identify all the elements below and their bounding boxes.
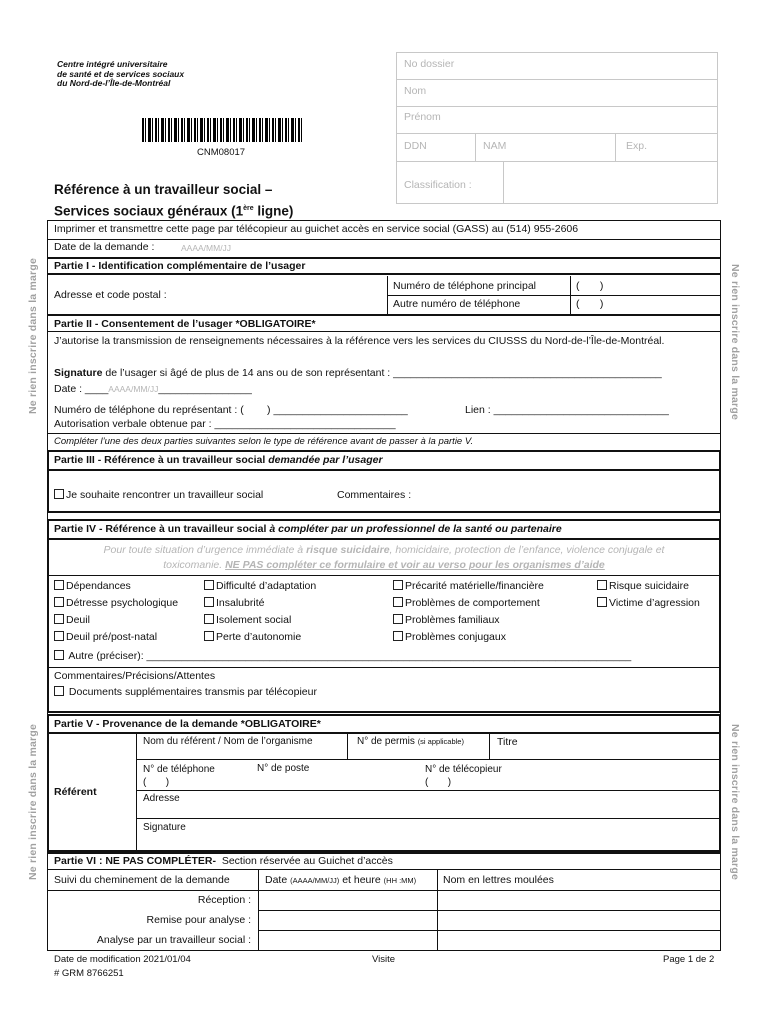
part3-title: Partie III - Référence à un travailleur social demandée par l’usager — [54, 454, 383, 466]
other-reason-field[interactable]: Autre (préciser): ___________________________________________________________________________________ — [54, 650, 631, 662]
patient-id-box — [396, 52, 718, 204]
reason-column-3 — [393, 578, 544, 646]
margin-note-left-top: Ne rien inscrire dans la marge — [27, 258, 39, 414]
reason-column-1 — [54, 578, 178, 646]
checkbox-deuil-natal[interactable]: Deuil pré/post-natal — [54, 629, 178, 646]
consent-date-line[interactable]: Date : ____AAAA/MM/JJ________________ — [54, 383, 252, 395]
part3-comments-label: Commentaires : — [337, 489, 412, 501]
barcode-text: CNM08017 — [197, 147, 246, 158]
checkbox-precarite[interactable]: Précarité matérielle/financière — [393, 578, 544, 595]
margin-note-left-bottom: Ne rien inscrire dans la marge — [27, 724, 39, 880]
representative-phone[interactable]: Numéro de téléphone du représentant : ( ) _______________________ — [54, 404, 408, 416]
main-phone-label: Numéro de téléphone principal — [393, 280, 537, 292]
margin-note-right-bottom: Ne rien inscrire dans la marge — [729, 724, 741, 880]
nom-field[interactable]: Nom — [404, 85, 427, 97]
request-date-field[interactable]: AAAA/MM/JJ — [181, 243, 232, 253]
logo-line: du Nord-de-l’Île-de-Montréal — [57, 78, 171, 88]
name-header: Nom en lettres moulées — [443, 874, 554, 886]
checkbox-deuil[interactable]: Deuil — [54, 612, 178, 629]
page-number: Page 1 de 2 — [663, 954, 715, 965]
relationship-field[interactable]: Lien : ______________________________ — [465, 404, 669, 416]
exp-field[interactable]: Exp. — [626, 140, 648, 152]
reception-label: Réception : — [197, 894, 251, 906]
checkbox-autonomie[interactable]: Perte d’autonomie — [204, 629, 316, 646]
checkbox-familiaux[interactable]: Problèmes familiaux — [393, 612, 544, 629]
checkbox-adaptation[interactable]: Difficulté d’adaptation — [204, 578, 316, 595]
complete-note: Compléter l’une des deux parties suivantes selon le type de référence avant de passer à la partie V. — [54, 436, 474, 447]
visit-label: Visite — [372, 954, 396, 965]
social-worker-analysis-label: Analyse par un travailleur social : — [96, 934, 251, 946]
modification-date: Date de modification 2021/01/04 — [54, 954, 191, 965]
tracking-header: Suivi du cheminement de la demande — [54, 874, 230, 886]
ddn-field[interactable]: DDN — [404, 140, 427, 152]
part4-title: Partie IV - Référence à un travailleur social à compléter par un professionnel de la santé ou partenaire — [54, 523, 562, 535]
title-line-1: Référence à un travailleur social – — [54, 182, 273, 197]
checkbox-comportement[interactable]: Problèmes de comportement — [393, 595, 544, 612]
part5-title: Partie V - Provenance de la demande *OBLIGATOIRE* — [54, 718, 321, 730]
checkbox-victime[interactable]: Victime d’agression — [597, 595, 700, 612]
part4-comments-label: Commentaires/Précisions/Attentes — [54, 670, 216, 682]
other-phone-label: Autre numéro de téléphone — [393, 298, 521, 310]
main-phone-field[interactable]: ( ) — [576, 280, 604, 292]
referent-address-field[interactable]: Adresse — [143, 793, 180, 804]
extension-field[interactable]: N° de poste — [257, 763, 310, 774]
reason-column-4 — [597, 578, 700, 612]
title-field[interactable]: Titre — [497, 736, 518, 748]
referent-name-field[interactable]: Nom du référent / Nom de l’organisme — [143, 736, 313, 747]
checkbox-conjugaux[interactable]: Problèmes conjugaux — [393, 629, 544, 646]
page-title — [54, 180, 293, 221]
logo-line: Centre intégré universitaire — [57, 59, 168, 69]
fax-field[interactable]: N° de télécopieur ( ) — [425, 764, 502, 788]
barcode — [142, 118, 302, 142]
dossier-field[interactable]: No dossier — [404, 58, 455, 70]
date-time-header: Date (AAAA/MM/JJ) et heure (HH :MM) — [265, 874, 417, 886]
address-label: Adresse et code postal : — [54, 289, 167, 301]
checkbox-detresse[interactable]: Détresse psychologique — [54, 595, 178, 612]
signature-line[interactable]: Signature de l’usager si âgé de plus de 14 ans ou de son représentant : ______________________________________________ — [54, 367, 662, 379]
referent-signature-field[interactable]: Signature — [143, 822, 186, 833]
referent-label: Référent — [54, 786, 97, 798]
title-line-2: Services sociaux généraux (1ère ligne) — [54, 203, 294, 219]
analysis-handoff-label: Remise pour analyse : — [146, 914, 251, 926]
prenom-field[interactable]: Prénom — [404, 111, 441, 123]
emergency-warning: Pour toute situation d’urgence immédiate à risque suicidaire, homicidaire, protection de l’enfance, violence conjugale et toxicomanie. NE PAS compléter ce formulaire et voir au verso pour les organismes d’aide — [103, 544, 665, 571]
verbal-authorization[interactable]: Autorisation verbale obtenue par : _______________________________ — [54, 418, 396, 430]
part2-title: Partie II - Consentement de l’usager *OBLIGATOIRE* — [54, 318, 316, 330]
other-phone-field[interactable]: ( ) — [576, 298, 604, 310]
extra-docs-checkbox[interactable]: Documents supplémentaires transmis par télécopieur — [54, 686, 317, 698]
checkbox-dependances[interactable]: Dépendances — [54, 578, 178, 595]
part1-title: Partie I - Identification complémentaire de l’usager — [54, 260, 306, 272]
fax-instruction: Imprimer et transmettre cette page par télécopieur au guichet accès en service social (GASS) au (514) 955-2606 — [54, 223, 579, 235]
logo-line: de santé et de services sociaux — [57, 68, 185, 79]
checkbox-risque-suicidaire[interactable]: Risque suicidaire — [597, 578, 700, 595]
grm-number: # GRM 8766251 — [54, 968, 124, 979]
nam-field[interactable]: NAM — [483, 140, 507, 152]
classification-field[interactable]: Classification : — [404, 179, 472, 191]
permit-field[interactable]: N° de permis (si applicable) — [357, 736, 464, 747]
part6-title: Partie VI : NE PAS COMPLÉTER- Section réservée au Guichet d’accès — [54, 855, 393, 867]
checkbox-insalubrite[interactable]: Insalubrité — [204, 595, 316, 612]
meet-social-worker-checkbox[interactable]: Je souhaite rencontrer un travailleur social — [54, 489, 263, 501]
consent-text: J’autorise la transmission de renseignements nécessaires à la référence vers les services du CIUSSS du Nord-de-l’Île-de-Montréal. — [54, 335, 665, 347]
request-date-label: Date de la demande : — [54, 241, 155, 253]
referent-phone-field[interactable]: N° de téléphone ( ) — [143, 764, 215, 788]
reason-column-2 — [204, 578, 316, 646]
organization-logo — [57, 60, 184, 89]
checkbox-isolement[interactable]: Isolement social — [204, 612, 316, 629]
margin-note-right-top: Ne rien inscrire dans la marge — [729, 264, 741, 420]
